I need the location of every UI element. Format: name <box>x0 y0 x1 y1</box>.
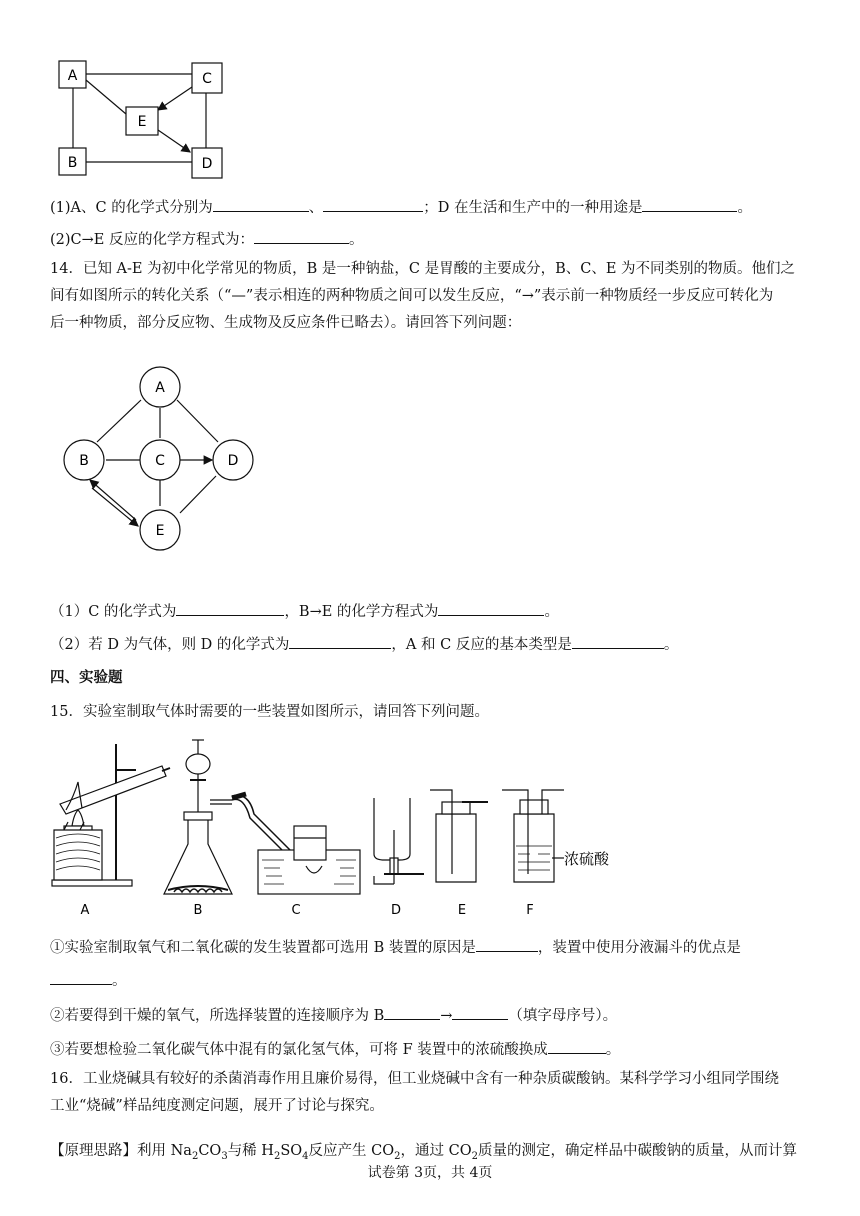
q14-node-d-label: D <box>227 453 239 469</box>
q15-blank-reason[interactable] <box>476 937 538 952</box>
q15-stem: 15．实验室制取气体时需要的一些装置如图所示，请回答下列问题。 <box>50 704 489 720</box>
q13-diagram <box>40 50 240 190</box>
q14-blank-reaction-type[interactable] <box>572 634 664 649</box>
q14-node-a-label: A <box>155 380 165 396</box>
apparatus-d-label: D <box>390 903 402 918</box>
q13-node-d-label: D <box>201 156 213 172</box>
q13-node-a-label: A <box>67 68 78 84</box>
q15-blank-replacement[interactable] <box>548 1039 606 1054</box>
reagent-label: 浓硫酸 <box>564 850 610 868</box>
q16-principle: 【原理思路】利用 $Na_2CO_3$与稀 $H_2SO_4$反应产生 $CO_2$，通过 $CO_2$质量的测定，确定样品中碳酸钠的质量，从而计算 <box>50 1143 797 1162</box>
apparatus-e <box>430 790 488 882</box>
apparatus-f <box>502 790 564 882</box>
q15-part2: ②若要得到干燥的氧气，所选择装置的连接顺序为 B → （填字母序号）。 <box>50 1005 617 1026</box>
q13-blank-a[interactable] <box>213 197 309 212</box>
q14-blank-d-formula[interactable] <box>289 634 391 649</box>
q14-node-b-label: B <box>79 453 89 469</box>
apparatus-f-label: F <box>526 903 534 918</box>
q15-blank-order-2[interactable] <box>452 1005 508 1020</box>
q14-blank-b-e-equation[interactable] <box>438 601 544 616</box>
apparatus-c-label: C <box>291 903 301 918</box>
apparatus-b-label: B <box>193 903 203 918</box>
q13-blank-equation[interactable] <box>254 229 349 244</box>
q13-blank-c[interactable] <box>323 197 423 212</box>
q15-apparatus <box>44 734 624 924</box>
apparatus-e-label: E <box>457 903 467 918</box>
apparatus-a <box>52 744 170 886</box>
q13-part2: (2)C→E 反应的化学方程式为： 。 <box>50 229 363 250</box>
apparatus-a-label: A <box>80 903 90 918</box>
q13-node-c-label: C <box>202 71 212 87</box>
q13-part1: (1)A、C 的化学式分别为 、 ；D 在生活和生产中的一种用途是 。 <box>50 197 752 218</box>
q15-blank-advantage[interactable] <box>50 970 112 985</box>
q13-node-e-label: E <box>137 114 147 130</box>
q15-blank-order-1[interactable] <box>384 1005 440 1020</box>
q14-blank-c-formula[interactable] <box>176 601 284 616</box>
q14-diagram <box>50 360 270 560</box>
q14-node-c-label: C <box>155 453 165 469</box>
q14-stem: 14．已知 A-E 为初中化学常见的物质，B 是一种钠盐，C 是胃酸的主要成分，B、C、E 为不同类别的物质。他们之 间有如图所示的转化关系（“—”表示相连的两种物质之间可以发生反应，“→”表示前一种物质经一步反应可转化为 后一种物质，部分反应物、生成物及反应条件已略去）。请回答下列问题： <box>50 261 796 331</box>
q15-part3: ③若要想检验二氧化碳气体中混有的氯化氢气体，可将 F 装置中的浓硫酸换成 。 <box>50 1039 620 1060</box>
apparatus-c <box>232 794 360 894</box>
q15-part1-cont: 。 <box>50 970 127 991</box>
q14-part2: （2）若 D 为气体，则 D 的化学式为 ，A 和 C 反应的基本类型是 。 <box>50 634 678 655</box>
q15-part1: ①实验室制取氧气和二氧化碳的发生装置都可选用 B 装置的原因是 ，装置中使用分液漏斗的优点是 <box>50 937 741 958</box>
q16-stem: 16．工业烧碱具有较好的杀菌消毒作用且廉价易得，但工业烧碱中含有一种杂质碳酸钠。某科学学习小组同学围绕 工业“烧碱”样品纯度测定问题，展开了讨论与探究。 <box>50 1071 779 1114</box>
apparatus-b <box>164 740 232 894</box>
page-footer: 试卷第 3页，共 4页 <box>367 1165 493 1181</box>
q13-node-b-label: B <box>67 155 78 171</box>
q14-part1: （1）C 的化学式为 ，B→E 的化学方程式为 。 <box>50 601 559 622</box>
q14-node-e-label: E <box>155 523 165 539</box>
apparatus-d <box>374 798 424 884</box>
q13-blank-d-use[interactable] <box>642 197 737 212</box>
section-title: 四、实验题 <box>50 669 123 686</box>
